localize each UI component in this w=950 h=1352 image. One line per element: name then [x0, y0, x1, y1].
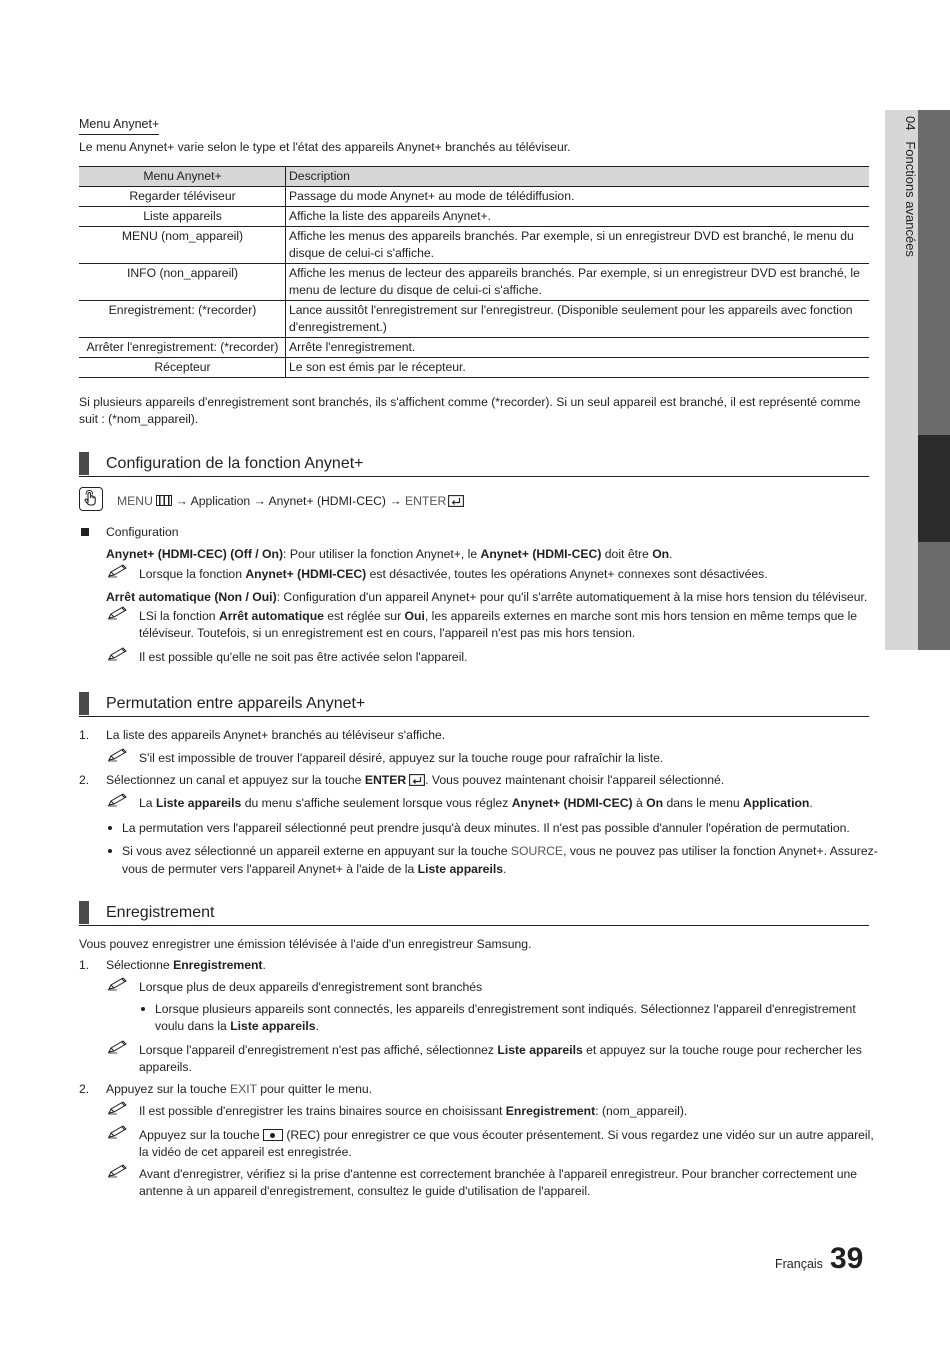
anynet-menu-table — [79, 166, 869, 378]
table-cell-menu: INFO (non_appareil) — [79, 264, 286, 301]
record-note-3: Il est possible d'enregistrer les trains binaires source en choisissant Enregistrement: (nom_appareil). — [139, 1104, 688, 1118]
side-tab-current-marker — [918, 435, 950, 542]
table-cell-menu: MENU (nom_appareil) — [79, 227, 286, 264]
config-note-2-cont: téléviseur. Toutefois, si un enregistrement est en cours, l'appareil n'est pas mis hors tension. — [139, 626, 636, 640]
step-number: 1. — [79, 728, 90, 742]
menu-section-intro: Le menu Anynet+ varie selon le type et l'état des appareils Anynet+ branchés au téléviseur. — [79, 140, 571, 154]
config-note-3: Il est possible qu'elle ne soit pas être activée selon l'appareil. — [139, 650, 468, 664]
switch-step-1-note: S'il est impossible de trouver l'appareil désiré, appuyez sur la touche rouge pour rafraîchir la liste. — [139, 751, 664, 765]
bullet-dot-icon — [141, 1007, 145, 1011]
note-pencil-icon — [107, 748, 129, 762]
menu-grid-icon — [156, 495, 172, 506]
menu-path-anynet: Anynet+ (HDMI-CEC) — [268, 494, 386, 508]
record-subbullet-cont: voulu dans la Liste appareils. — [155, 1019, 319, 1033]
table-cell-desc: Passage du mode Anynet+ au mode de télédiffusion. — [286, 187, 870, 207]
record-note-2: Lorsque l'appareil d'enregistrement n'est pas affiché, sélectionnez Liste appareils et appuyez sur la touche rouge pour rechercher les — [139, 1043, 862, 1057]
record-intro: Vous pouvez enregistrer une émission télévisée à l'aide d'un enregistreur Samsung. — [79, 937, 532, 951]
bullet-dot-icon — [108, 849, 112, 853]
record-note-1: Lorsque plus de deux appareils d'enregistrement sont branchés — [139, 980, 483, 994]
config-note-1: Lorsque la fonction Anynet+ (HDMI-CEC) est désactivée, toutes les opérations Anynet+ connexes sont désactivées. — [139, 567, 768, 581]
switch-bullet-2-cont: vous de permuter vers l'appareil Anynet+ à l'aide de la Liste appareils. — [122, 862, 507, 876]
menu-path-menu: MENU — [117, 494, 153, 508]
auto-off-setting-line: Arrêt automatique (Non / Oui): Configuration d'un appareil Anynet+ pour qu'il s'arrête automatiquement à la mise hors tension du téléviseur. — [106, 590, 868, 604]
menu-hand-icon — [79, 487, 103, 511]
footer-language: Français — [775, 1257, 823, 1271]
record-note-4-cont: la vidéo de cet appareil est enregistrée. — [139, 1145, 352, 1159]
section-heading-record — [79, 901, 869, 926]
table-cell-menu: Regarder téléviseur — [79, 187, 286, 207]
table-row — [79, 207, 869, 227]
section-heading-switch — [79, 692, 869, 717]
table-header-row — [79, 167, 869, 187]
switch-step-2: Sélectionnez un canal et appuyez sur la touche ENTER . Vous pouvez maintenant choisir l'appareil sélectionné. — [106, 773, 725, 787]
enter-icon — [409, 774, 425, 786]
square-bullet-icon — [81, 528, 89, 536]
heading-bar — [79, 452, 89, 475]
record-note-4: Appuyez sur la touche (REC) pour enregistrer ce que vous écouter présentement. Si vous regardez une vidéo sur un autre appareil, — [139, 1128, 874, 1142]
arrow-icon: → — [389, 494, 402, 508]
switch-step-1: La liste des appareils Anynet+ branchés au téléviseur s'affiche. — [106, 728, 446, 742]
table-cell-desc: Lance aussitôt l'enregistrement sur l'enregistreur. (Disponible seulement pour les appareils avec fonction d'enregistrement.) — [286, 301, 870, 338]
note-pencil-icon — [107, 606, 129, 620]
side-tab-marker — [918, 110, 950, 435]
heading-bar — [79, 692, 89, 715]
menu-path-application: Application — [190, 494, 251, 508]
rec-button-icon — [263, 1129, 283, 1141]
switch-bullet-1: La permutation vers l'appareil sélectionné peut prendre jusqu'à deux minutes. Il n'est pas possible d'annuler l'opération de permutation. — [122, 821, 850, 835]
menu-path-enter: ENTER — [404, 494, 447, 508]
table-cell-desc: Le son est émis par le récepteur. — [286, 358, 870, 378]
menu-path — [117, 493, 464, 510]
config-note-2: LSi la fonction Arrêt automatique est réglée sur Oui, les appareils externes en marche sont mis hors tension en même temps que le — [139, 609, 858, 623]
step-number: 2. — [79, 773, 90, 787]
table-cell-desc: Affiche les menus des appareils branchés. Par exemple, si un enregistreur DVD est branché, le menu du disque de celui-ci s'affiche. — [286, 227, 870, 264]
note-pencil-icon — [107, 793, 129, 807]
table-cell-desc: Arrête l'enregistrement. — [286, 338, 870, 358]
enter-icon — [448, 495, 464, 507]
table-cell-menu: Liste appareils — [79, 207, 286, 227]
note-pencil-icon — [107, 1040, 129, 1054]
step-number: 2. — [79, 1082, 90, 1096]
side-tab-label: 04 Fonctions avancées — [903, 116, 918, 257]
section-heading-config — [79, 452, 869, 477]
recorder-note: Si plusieurs appareils d'enregistrement sont branchés, ils s'affichent comme (*recorder). Si un seul appareil est branché, il est représenté comme suit : (*nom_appareil). — [79, 395, 861, 426]
record-step-1: Sélectionne Enregistrement. — [106, 958, 266, 972]
side-tab-marker — [918, 542, 950, 650]
step-number: 1. — [79, 958, 90, 972]
table-row — [79, 358, 869, 378]
table-row — [79, 301, 869, 338]
heading-bar — [79, 901, 89, 924]
table-cell-desc: Affiche la liste des appareils Anynet+. — [286, 207, 870, 227]
table-row — [79, 227, 869, 264]
note-pencil-icon — [107, 1164, 129, 1178]
table-header-cell: Menu Anynet+ — [79, 167, 286, 187]
record-step-2: Appuyez sur la touche EXIT pour quitter le menu. — [106, 1082, 373, 1096]
config-item-label: Configuration — [106, 525, 179, 539]
arrow-icon: → — [253, 494, 266, 508]
section-heading-text: Enregistrement — [106, 904, 215, 921]
switch-step-2-note: La Liste appareils du menu s'affiche seulement lorsque vous réglez Anynet+ (HDMI-CEC) à On dans le menu Application. — [139, 796, 813, 810]
record-note-5-cont: antenne à un appareil d'enregistrement, consultez le guide d'utilisation de l'appareil. — [139, 1184, 591, 1198]
note-pencil-icon — [107, 1125, 129, 1139]
note-pencil-icon — [107, 1101, 129, 1115]
switch-bullet-2: Si vous avez sélectionné un appareil externe en appuyant sur la touche SOURCE, vous ne pouvez pas utiliser la fonction Anynet+. Assurez- — [122, 844, 878, 858]
note-pencil-icon — [107, 977, 129, 991]
table-cell-menu: Enregistrement: (*recorder) — [79, 301, 286, 338]
table-cell-menu: Arrêter l'enregistrement: (*recorder) — [79, 338, 286, 358]
bullet-dot-icon — [108, 826, 112, 830]
table-row — [79, 187, 869, 207]
page-number: 39 — [830, 1242, 864, 1275]
table-row — [79, 264, 869, 301]
table-cell-menu: Récepteur — [79, 358, 286, 378]
section-heading-text: Configuration de la fonction Anynet+ — [106, 455, 364, 472]
record-subbullet: Lorsque plusieurs appareils sont connectés, les appareils d'enregistrement sont indiqués. Sélectionnez l'appareil d'enregistrement — [155, 1002, 856, 1016]
anynet-setting-line: Anynet+ (HDMI-CEC) (Off / On): Pour utiliser la fonction Anynet+, le Anynet+ (HDMI-CEC) doit être On. — [106, 547, 673, 561]
menu-section-title: Menu Anynet+ — [79, 116, 159, 135]
note-pencil-icon — [107, 647, 129, 661]
record-note-5: Avant d'enregistrer, vérifiez si la prise d'antenne est correctement branchée à l'appareil enregistreur. Pour brancher correctement une — [139, 1167, 858, 1181]
note-pencil-icon — [107, 564, 129, 578]
table-row — [79, 338, 869, 358]
arrow-icon: → — [175, 494, 188, 508]
section-heading-text: Permutation entre appareils Anynet+ — [106, 695, 366, 712]
table-header-cell: Description — [286, 167, 870, 187]
table-cell-desc: Affiche les menus de lecteur des appareils branchés. Par exemple, si un enregistreur DVD est branché, le menu de lecture du disque de celui-ci s'affiche. — [286, 264, 870, 301]
record-note-2-cont: appareils. — [139, 1060, 192, 1074]
